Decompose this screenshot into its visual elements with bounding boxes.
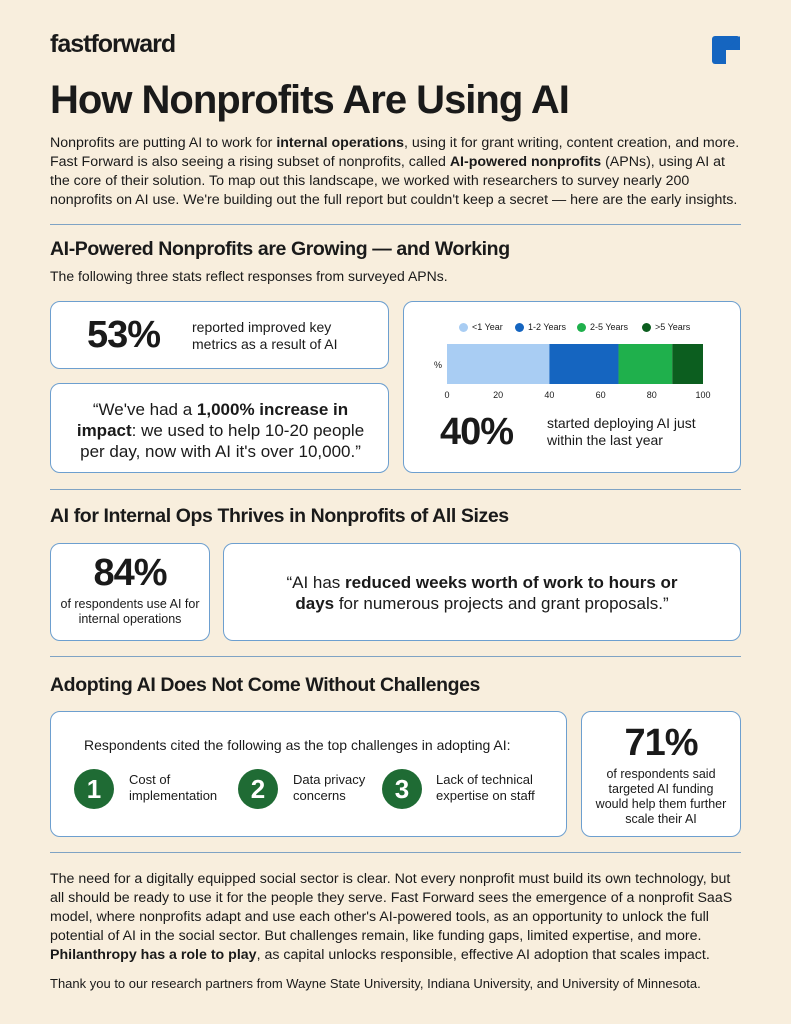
challenge-number-2: 2: [238, 769, 278, 809]
challenges-card: [50, 711, 567, 837]
divider: [50, 656, 741, 657]
challenge-number-3: 3: [382, 769, 422, 809]
challenge-number-1: 1: [74, 769, 114, 809]
y-category-label: %: [434, 360, 443, 370]
stacked-bar-chart: [447, 344, 703, 388]
divider: [50, 224, 741, 225]
stat-text-40: started deploying AI just within the last year: [547, 415, 696, 448]
thanks-note: Thank you to our research partners from Wayne State University, Indiana University, and University of Minnesota.: [50, 976, 701, 991]
quote-card-weeks: [223, 543, 741, 641]
stat-value: 53%: [87, 314, 161, 356]
stat-card-53: [50, 301, 389, 369]
fastforward-logo: fastforward: [50, 30, 176, 58]
legend-swatch-icon: [577, 323, 586, 332]
stat-card-71: [581, 711, 741, 837]
bar-segment-4: [672, 344, 703, 384]
fastforward-mark-icon: [712, 36, 740, 64]
legend-item-4: [642, 322, 690, 332]
legend-swatch-icon: [642, 323, 651, 332]
challenge-text-3: Lack of technical expertise on staff: [436, 772, 535, 803]
x-tick-label: 80: [646, 390, 657, 400]
intro-paragraph: Nonprofits are putting AI to work for internal operations, using it for grant writing, content creation, and more. Fast Forward is also seeing a rising subset of nonprofits, called AI-powered nonprofits (APNs), using AI at the core of their solution. To map out this landscape, we worked with researchers to survey nearly 200 nonprofits on AI use. We're building out the full report but couldn't keep a secret — here are the early insights.: [50, 135, 740, 208]
stat-value: 71%: [624, 722, 698, 764]
legend-item-3: [577, 322, 628, 332]
quote-text: “AI has reduced weeks worth of work to hours or days for numerous projects and grant proposals.”: [286, 573, 678, 613]
stat-text: of respondents said targeted AI funding would help them further scale their AI: [595, 767, 727, 826]
stat-text: of respondents use AI for internal operations: [60, 597, 200, 626]
x-tick-label: 20: [493, 390, 504, 400]
legend-item-1: [459, 322, 503, 332]
quote-card-impact: [50, 383, 389, 473]
divider: [50, 489, 741, 490]
stat-card-84: [50, 543, 210, 641]
legend-swatch-icon: [515, 323, 524, 332]
section1-heading: AI-Powered Nonprofits are Growing — and Working: [50, 238, 510, 260]
section1-subheading: The following three stats reflect responses from surveyed APNs.: [50, 268, 448, 284]
legend-item-2: [515, 322, 566, 332]
challenges-intro: Respondents cited the following as the top challenges in adopting AI:: [84, 737, 511, 753]
bar-segment-3: [619, 344, 673, 384]
stat-value: 84%: [93, 552, 167, 594]
stat-text: reported improved key metrics as a result of AI: [192, 319, 338, 352]
x-tick-label: 0: [444, 390, 450, 400]
section3-heading: Adopting AI Does Not Come Without Challenges: [50, 674, 480, 696]
page-title: How Nonprofits Are Using AI: [50, 78, 569, 122]
section2-heading: AI for Internal Ops Thrives in Nonprofits of All Sizes: [50, 505, 509, 527]
legend-label: 2-5 Years: [590, 322, 629, 332]
closing-paragraph: The need for a digitally equipped social sector is clear. Not every nonprofit must build its own technology, but all should be ready to use it for the people they serve. Fast Forward sees the emergence of a nonprofit SaaS model, where nonprofits adapt and use each other's AI-powered tools, as an opportunity to unlock the full potential of AI in the social sector. But challenges remain, like funding gaps, limited expertise, and more. Philanthropy has a role to play, as capital unlocks responsible, effective AI adoption that scales impact.: [50, 871, 733, 963]
challenge-text-2: Data privacy concerns: [293, 772, 366, 803]
legend-label: 1-2 Years: [528, 322, 567, 332]
divider: [50, 852, 741, 853]
x-tick-label: 60: [595, 390, 606, 400]
legend-label: >5 Years: [655, 322, 691, 332]
stat-value-40: 40%: [440, 411, 514, 453]
challenge-text-1: Cost of implementation: [129, 772, 218, 803]
bar-segment-2: [549, 344, 618, 384]
legend-label: <1 Year: [472, 322, 503, 332]
bar-segment-1: [447, 344, 549, 384]
legend-swatch-icon: [459, 323, 468, 332]
quote-text: “We've had a 1,000% increase in impact: we used to help 10-20 people per day, now with AI it's over 10,000.”: [76, 400, 365, 461]
x-tick-label: 40: [544, 390, 555, 400]
x-tick-label: 100: [695, 390, 711, 400]
